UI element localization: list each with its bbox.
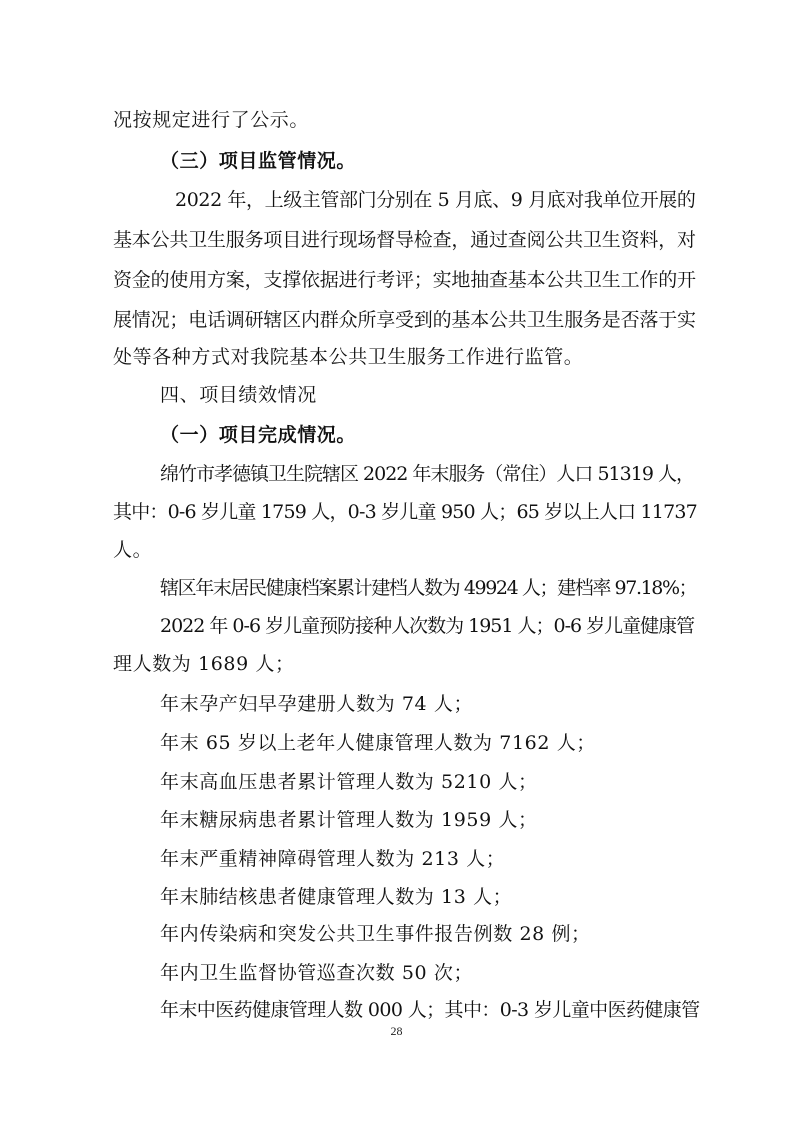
- paragraph-line: 基本公共卫生服务项目进行现场督导检查，通过查阅公共卫生资料，对: [113, 229, 696, 251]
- paragraph-line: 况按规定进行了公示。: [113, 109, 310, 131]
- paragraph-line: 年末孕产妇早孕建册人数为 74 人；: [160, 693, 474, 715]
- section-heading-completion: （一）项目完成情况。: [160, 424, 357, 446]
- paragraph-line: 年末严重精神障碍管理人数为 213 人；: [160, 848, 506, 870]
- paragraph-line: 年末肺结核患者健康管理人数为 13 人；: [160, 886, 513, 908]
- page-number: 28: [390, 1024, 403, 1038]
- paragraph-line: 展情况；电话调研辖区内群众所享受到的基本公共卫生服务是否落于实: [113, 309, 696, 331]
- paragraph-line: 辖区年末居民健康档案累计建档人数为 49924 人；建档率 97.18%；: [160, 577, 697, 599]
- paragraph-line: 其中：0-6 岁儿童 1759 人，0-3 岁儿童 950 人；65 岁以上人口 11737: [113, 501, 697, 523]
- paragraph-line: 年内传染病和突发公共卫生事件报告例数 28 例；: [160, 923, 591, 945]
- paragraph-line: 理人数为 1689 人；: [113, 653, 295, 675]
- section-heading-performance: 四、项目绩效情况: [160, 384, 317, 406]
- paragraph-line: 人。: [113, 539, 153, 561]
- paragraph-line: 2022 年，上级主管部门分别在 5 月底、9 月底对我单位开展的: [175, 189, 696, 211]
- paragraph-line: 2022 年 0-6 岁儿童预防接种人次数为 1951 人；0-6 岁儿童健康管: [160, 615, 695, 637]
- paragraph-line: 绵竹市孝德镇卫生院辖区 2022 年末服务（常住）人口 51319 人，: [160, 463, 694, 485]
- paragraph-line: 年末糖尿病患者累计管理人数为 1959 人；: [160, 809, 538, 831]
- paragraph-line: 年末高血压患者累计管理人数为 5210 人；: [160, 771, 538, 793]
- paragraph-line: 年末中医药健康管理人数 000 人；其中：0-3 岁儿童中医药健康管: [160, 999, 700, 1021]
- paragraph-line: 处等各种方式对我院基本公共卫生服务工作进行监管。: [113, 346, 584, 368]
- paragraph-line: 年内卫生监督协管巡查次数 50 次；: [160, 962, 474, 984]
- paragraph-line: 资金的使用方案，支撑依据进行考评；实地抽查基本公共卫生工作的开: [113, 269, 696, 291]
- paragraph-line: 年末 65 岁以上老年人健康管理人数为 7162 人；: [160, 732, 596, 754]
- section-heading-supervision: （三）项目监管情况。: [160, 150, 357, 172]
